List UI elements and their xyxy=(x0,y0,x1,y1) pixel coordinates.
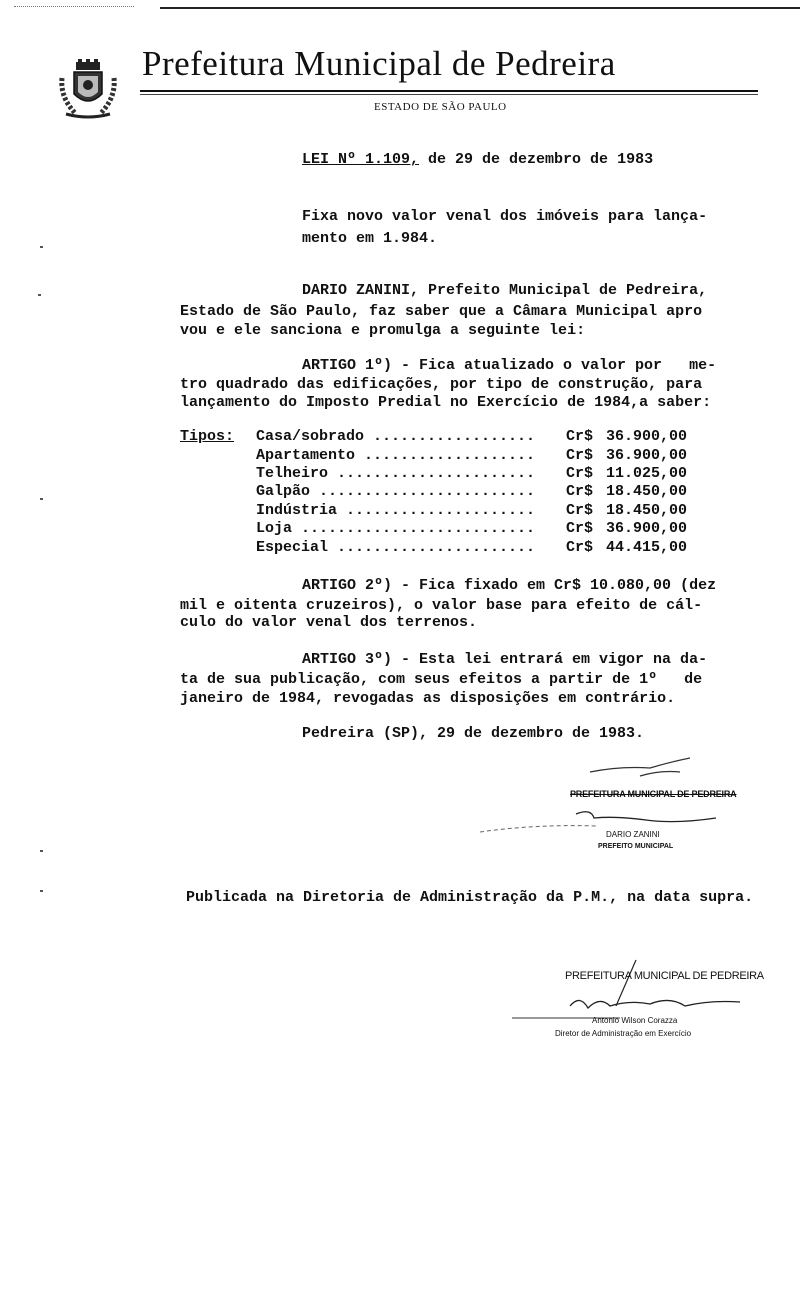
article-2-line-3: culo do valor venal dos terrenos. xyxy=(180,614,478,631)
tipo-currency: Cr$ xyxy=(566,539,594,556)
tipo-name: Indústria ..................... xyxy=(256,502,536,519)
tipo-value: 36.900,00 xyxy=(606,447,688,464)
top-border-line xyxy=(160,7,800,9)
mayor-signature-scribble xyxy=(580,752,710,782)
tipo-currency: Cr$ xyxy=(566,483,594,500)
scan-speck xyxy=(38,294,41,296)
tipo-currency: Cr$ xyxy=(566,520,594,537)
director-stamp-title: PREFEITURA MUNICIPAL DE PEDREIRA xyxy=(565,970,764,982)
director-role: Diretor de Administração em Exercício xyxy=(555,1029,692,1038)
intro-line-2: Estado de São Paulo, faz saber que a Câmara Municipal apro xyxy=(180,303,703,320)
tipo-name: Especial ...................... xyxy=(256,539,536,556)
scan-speck xyxy=(40,498,43,500)
article-1-line-1: ARTIGO 1º) - Fica atualizado o valor por me- xyxy=(302,357,717,374)
title-rule-thin xyxy=(140,94,758,95)
tipo-currency: Cr$ xyxy=(566,428,594,445)
article-1-line-3: lançamento do Imposto Predial no Exercício de 1984,a saber: xyxy=(180,394,712,411)
tipo-name: Telheiro ...................... xyxy=(256,465,536,482)
tipo-name: Galpão ........................ xyxy=(256,483,536,500)
tipo-name: Casa/sobrado .................. xyxy=(256,428,536,445)
law-number: LEI Nº 1.109, xyxy=(302,151,420,168)
title-rule xyxy=(140,90,758,92)
mayor-signature-line xyxy=(476,804,726,834)
page-title: Prefeitura Municipal de Pedreira xyxy=(142,44,616,83)
mayor-role: PREFEITO MUNICIPAL xyxy=(598,843,674,850)
tipo-value: 36.900,00 xyxy=(606,428,688,445)
law-date: de 29 de dezembro de 1983 xyxy=(419,151,654,168)
tipo-value: 18.450,00 xyxy=(606,502,688,519)
scan-speck xyxy=(40,890,43,892)
mayor-name: DARIO ZANINI xyxy=(606,830,660,839)
tipo-currency: Cr$ xyxy=(566,447,594,464)
publication-note: Publicada na Diretoria de Administração da P.M., na data supra. xyxy=(186,889,754,906)
director-name: Antonio Wilson Corazza xyxy=(592,1016,678,1025)
article-2-line-2: mil e oitenta cruzeiros), o valor base para efeito de cál- xyxy=(180,597,703,614)
tipo-name: Loja .......................... xyxy=(256,520,536,537)
law-summary-line-1: Fixa novo valor venal dos imóveis para lança- xyxy=(302,208,708,225)
article-1-line-2: tro quadrado das edificações, por tipo de construção, para xyxy=(180,376,703,393)
scan-speck xyxy=(40,850,43,852)
tipo-value: 44.415,00 xyxy=(606,539,688,556)
intro-line-3: vou e ele sanciona e promulga a seguinte lei: xyxy=(180,322,586,339)
tipo-value: 18.450,00 xyxy=(606,483,688,500)
article-3-line-2: ta de sua publicação, com seus efeitos a partir de 1º de xyxy=(180,671,703,688)
mayor-stamp-title: PREFEITURA MUNICIPAL DE PEDREIRA xyxy=(570,789,737,799)
law-heading xyxy=(302,150,653,169)
tipo-currency: Cr$ xyxy=(566,502,594,519)
tipo-value: 11.025,00 xyxy=(606,465,688,482)
article-2-line-1: ARTIGO 2º) - Fica fixado em Cr$ 10.080,00 (dez xyxy=(302,577,717,594)
tipos-label: Tipos: xyxy=(180,428,235,445)
tipo-value: 36.900,00 xyxy=(606,520,688,537)
article-3-line-3: janeiro de 1984, revogadas as disposições em contrário. xyxy=(180,690,676,707)
article-3-line-1: ARTIGO 3º) - Esta lei entrará em vigor na da- xyxy=(302,651,708,668)
closing-date: Pedreira (SP), 29 de dezembro de 1983. xyxy=(302,725,645,742)
top-dotted-mark xyxy=(14,6,134,7)
scan-speck xyxy=(40,246,43,248)
tipo-currency: Cr$ xyxy=(566,465,594,482)
law-summary-line-2: mento em 1.984. xyxy=(302,230,438,247)
coat-of-arms-icon xyxy=(56,58,120,122)
state-subtitle: ESTADO DE SÃO PAULO xyxy=(374,101,507,113)
tipo-name: Apartamento ................... xyxy=(256,447,536,464)
intro-line-1: DARIO ZANINI, Prefeito Municipal de Pedreira, xyxy=(302,282,708,299)
